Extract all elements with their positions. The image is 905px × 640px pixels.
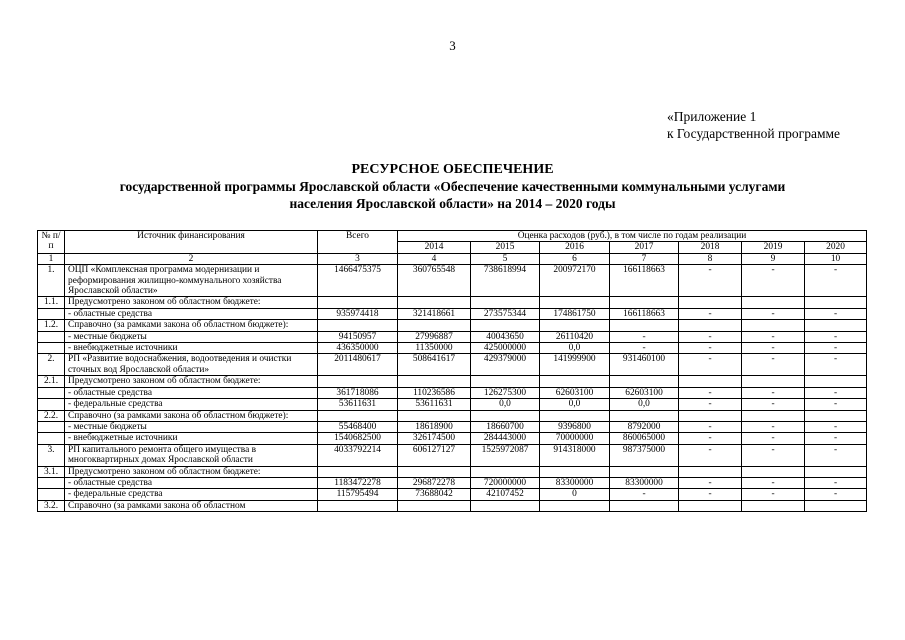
header-total: Всего — [318, 231, 398, 254]
year-2019-cell: - — [742, 387, 805, 398]
row-number-cell — [38, 387, 65, 398]
column-number: 10 — [805, 253, 867, 264]
year-2020-cell: - — [805, 265, 867, 297]
table-row — [38, 297, 867, 308]
total-amount-cell: 53611631 — [318, 399, 398, 410]
year-2014-cell: 296872278 — [398, 477, 471, 488]
year-2018-cell: - — [679, 477, 742, 488]
funding-source-cell: Предусмотрено законом об областном бюджете: — [65, 466, 318, 477]
appendix-reference — [667, 108, 840, 142]
year-2014-cell: 18618900 — [398, 421, 471, 432]
year-2019-cell: - — [742, 489, 805, 500]
funding-source-cell: Предусмотрено законом об областном бюджете: — [65, 376, 318, 387]
total-amount-cell: 115795494 — [318, 489, 398, 500]
year-2019-cell: - — [742, 433, 805, 444]
year-2016-cell: 0,0 — [540, 399, 610, 410]
row-number-cell — [38, 421, 65, 432]
funding-source-cell: Справочно (за рамками закона об областном бюджете): — [65, 410, 318, 421]
column-number: 6 — [540, 253, 610, 264]
year-2020-cell: - — [805, 387, 867, 398]
total-amount-cell: 94150957 — [318, 331, 398, 342]
year-2019-cell: - — [742, 444, 805, 466]
year-2016-cell — [540, 376, 610, 387]
year-2018-cell — [679, 466, 742, 477]
year-2016-cell: 26110420 — [540, 331, 610, 342]
column-number: 8 — [679, 253, 742, 264]
column-number: 5 — [471, 253, 540, 264]
row-number-cell: 3.2. — [38, 500, 65, 511]
title-line-3: населения Ярославской области» на 2014 – 2020 годы — [289, 196, 616, 211]
year-2018-cell — [679, 376, 742, 387]
table-column-number-row — [38, 253, 867, 264]
year-2014-cell: 27996887 — [398, 331, 471, 342]
table-row — [38, 320, 867, 331]
year-2019-cell — [742, 376, 805, 387]
year-2019-cell: - — [742, 343, 805, 354]
total-amount-cell — [318, 320, 398, 331]
year-2020-cell: - — [805, 331, 867, 342]
year-2020-cell — [805, 376, 867, 387]
table-row — [38, 433, 867, 444]
year-2017-cell: 860065000 — [610, 433, 679, 444]
year-2014-cell — [398, 466, 471, 477]
year-2015-cell: 429379000 — [471, 354, 540, 376]
column-number: 1 — [38, 253, 65, 264]
year-2014-cell — [398, 500, 471, 511]
year-2019-cell — [742, 466, 805, 477]
funding-source-cell: - местные бюджеты — [65, 421, 318, 432]
total-amount-cell — [318, 466, 398, 477]
row-number-cell: 3. — [38, 444, 65, 466]
year-2017-cell: 62603100 — [610, 387, 679, 398]
table-row — [38, 387, 867, 398]
year-2014-cell: 53611631 — [398, 399, 471, 410]
table-row — [38, 410, 867, 421]
funding-source-cell: Справочно (за рамками закона об областном — [65, 500, 318, 511]
table-row — [38, 444, 867, 466]
resource-table — [37, 230, 867, 512]
table-row — [38, 308, 867, 319]
row-number-cell: 1. — [38, 265, 65, 297]
header-year: 2014 — [398, 242, 471, 253]
page-number: 3 — [449, 38, 456, 53]
row-number-cell: 2.1. — [38, 376, 65, 387]
row-number-cell — [38, 477, 65, 488]
total-amount-cell: 935974418 — [318, 308, 398, 319]
year-2017-cell: 166118663 — [610, 308, 679, 319]
year-2017-cell: 83300000 — [610, 477, 679, 488]
year-2016-cell: 83300000 — [540, 477, 610, 488]
total-amount-cell: 436350000 — [318, 343, 398, 354]
year-2017-cell — [610, 410, 679, 421]
table-row — [38, 343, 867, 354]
table-row — [38, 500, 867, 511]
year-2016-cell: 9396800 — [540, 421, 610, 432]
year-2016-cell: 0 — [540, 489, 610, 500]
year-2015-cell: 284443000 — [471, 433, 540, 444]
year-2015-cell — [471, 500, 540, 511]
year-2016-cell — [540, 410, 610, 421]
year-2017-cell — [610, 500, 679, 511]
header-year: 2015 — [471, 242, 540, 253]
appendix-line-2: к Государственной программе — [667, 126, 841, 141]
total-amount-cell: 361718086 — [318, 387, 398, 398]
year-2014-cell: 110236586 — [398, 387, 471, 398]
year-2020-cell: - — [805, 343, 867, 354]
year-2016-cell: 914318000 — [540, 444, 610, 466]
year-2017-cell: - — [610, 489, 679, 500]
funding-source-cell: - областные средства — [65, 308, 318, 319]
year-2014-cell — [398, 297, 471, 308]
row-number-cell — [38, 489, 65, 500]
funding-source-cell: - областные средства — [65, 387, 318, 398]
row-number-cell — [38, 433, 65, 444]
funding-source-cell: РП «Развитие водоснабжения, водоотведения и очистки сточных вод Ярославской области» — [65, 354, 318, 376]
total-amount-cell — [318, 500, 398, 511]
year-2020-cell: - — [805, 477, 867, 488]
year-2015-cell: 425000000 — [471, 343, 540, 354]
column-number: 9 — [742, 253, 805, 264]
year-2015-cell: 126275300 — [471, 387, 540, 398]
year-2018-cell: - — [679, 343, 742, 354]
year-2020-cell — [805, 320, 867, 331]
year-2014-cell: 321418661 — [398, 308, 471, 319]
year-2018-cell: - — [679, 421, 742, 432]
funding-source-cell: Справочно (за рамками закона об областном бюджете): — [65, 320, 318, 331]
year-2018-cell — [679, 320, 742, 331]
column-number: 4 — [398, 253, 471, 264]
year-2018-cell: - — [679, 308, 742, 319]
year-2017-cell: - — [610, 343, 679, 354]
year-2014-cell: 508641617 — [398, 354, 471, 376]
table-row — [38, 354, 867, 376]
appendix-line-1: «Приложение 1 — [667, 109, 757, 124]
year-2020-cell: - — [805, 354, 867, 376]
year-2017-cell: 166118663 — [610, 265, 679, 297]
table-row — [38, 376, 867, 387]
year-2019-cell: - — [742, 399, 805, 410]
year-2014-cell: 326174500 — [398, 433, 471, 444]
row-number-cell: 3.1. — [38, 466, 65, 477]
table-row — [38, 477, 867, 488]
year-2016-cell: 174861750 — [540, 308, 610, 319]
year-2017-cell: 931460100 — [610, 354, 679, 376]
row-number-cell — [38, 331, 65, 342]
year-2016-cell — [540, 500, 610, 511]
year-2017-cell — [610, 297, 679, 308]
year-2018-cell: - — [679, 354, 742, 376]
year-2015-cell: 273575344 — [471, 308, 540, 319]
header-year: 2020 — [805, 242, 867, 253]
funding-source-cell: РП капитального ремонта общего имущества в многоквартирных домах Ярославской области — [65, 444, 318, 466]
funding-source-cell: - внебюджетные источники — [65, 433, 318, 444]
header-year: 2016 — [540, 242, 610, 253]
year-2017-cell: 0,0 — [610, 399, 679, 410]
header-year: 2017 — [610, 242, 679, 253]
table-row — [38, 466, 867, 477]
year-2016-cell — [540, 466, 610, 477]
year-2016-cell: 0,0 — [540, 343, 610, 354]
year-2015-cell: 738618994 — [471, 265, 540, 297]
year-2020-cell: - — [805, 308, 867, 319]
year-2020-cell: - — [805, 444, 867, 466]
year-2019-cell: - — [742, 308, 805, 319]
year-2015-cell: 42107452 — [471, 489, 540, 500]
year-2020-cell: - — [805, 489, 867, 500]
total-amount-cell: 1183472278 — [318, 477, 398, 488]
title-line-1: РЕСУРСНОЕ ОБЕСПЕЧЕНИЕ — [351, 162, 554, 177]
total-amount-cell — [318, 410, 398, 421]
year-2016-cell: 141999900 — [540, 354, 610, 376]
year-2015-cell — [471, 320, 540, 331]
total-amount-cell — [318, 297, 398, 308]
year-2018-cell — [679, 297, 742, 308]
column-number: 2 — [65, 253, 318, 264]
year-2018-cell: - — [679, 265, 742, 297]
year-2018-cell: - — [679, 387, 742, 398]
total-amount-cell — [318, 376, 398, 387]
year-2018-cell: - — [679, 433, 742, 444]
year-2020-cell — [805, 410, 867, 421]
year-2014-cell: 606127127 — [398, 444, 471, 466]
header-source: Источник финансирования — [65, 231, 318, 254]
year-2017-cell: 987375000 — [610, 444, 679, 466]
column-number: 7 — [610, 253, 679, 264]
header-year: 2018 — [679, 242, 742, 253]
total-amount-cell: 55468400 — [318, 421, 398, 432]
year-2020-cell — [805, 466, 867, 477]
table-row — [38, 399, 867, 410]
year-2017-cell — [610, 466, 679, 477]
year-2016-cell: 70000000 — [540, 433, 610, 444]
header-num: № п/п — [38, 231, 65, 254]
year-2014-cell: 11350000 — [398, 343, 471, 354]
row-number-cell — [38, 399, 65, 410]
year-2017-cell: 8792000 — [610, 421, 679, 432]
year-2020-cell: - — [805, 399, 867, 410]
year-2017-cell — [610, 376, 679, 387]
year-2018-cell: - — [679, 399, 742, 410]
header-year: 2019 — [742, 242, 805, 253]
year-2016-cell: 200972170 — [540, 265, 610, 297]
row-number-cell — [38, 308, 65, 319]
funding-source-cell: - федеральные средства — [65, 399, 318, 410]
year-2014-cell: 73688042 — [398, 489, 471, 500]
funding-source-cell: ОЦП «Комплексная программа модернизации и реформирования жилищно-коммунального хозяйства Ярославской области» — [65, 265, 318, 297]
year-2020-cell — [805, 500, 867, 511]
year-2014-cell: 360765548 — [398, 265, 471, 297]
year-2015-cell — [471, 410, 540, 421]
row-number-cell: 2.2. — [38, 410, 65, 421]
table-row — [38, 489, 867, 500]
year-2019-cell: - — [742, 265, 805, 297]
year-2015-cell: 1525972087 — [471, 444, 540, 466]
year-2019-cell — [742, 500, 805, 511]
table-row — [38, 331, 867, 342]
table-row — [38, 421, 867, 432]
year-2016-cell — [540, 297, 610, 308]
year-2015-cell: 720000000 — [471, 477, 540, 488]
year-2014-cell — [398, 320, 471, 331]
year-2020-cell: - — [805, 433, 867, 444]
year-2019-cell — [742, 320, 805, 331]
funding-source-cell: - федеральные средства — [65, 489, 318, 500]
year-2015-cell: 0,0 — [471, 399, 540, 410]
year-2019-cell — [742, 297, 805, 308]
year-2016-cell — [540, 320, 610, 331]
year-2019-cell: - — [742, 477, 805, 488]
row-number-cell: 2. — [38, 354, 65, 376]
year-2015-cell — [471, 466, 540, 477]
year-2017-cell: - — [610, 331, 679, 342]
title-line-2: государственной программы Ярославской области «Обеспечение качественными коммунальными услугами — [119, 179, 786, 194]
year-2019-cell — [742, 410, 805, 421]
funding-source-cell: Предусмотрено законом об областном бюджете: — [65, 297, 318, 308]
funding-source-cell: - областные средства — [65, 477, 318, 488]
year-2015-cell — [471, 376, 540, 387]
year-2014-cell — [398, 376, 471, 387]
year-2016-cell: 62603100 — [540, 387, 610, 398]
year-2018-cell: - — [679, 444, 742, 466]
year-2015-cell: 18660700 — [471, 421, 540, 432]
year-2017-cell — [610, 320, 679, 331]
row-number-cell: 1.1. — [38, 297, 65, 308]
year-2019-cell: - — [742, 354, 805, 376]
year-2019-cell: - — [742, 421, 805, 432]
year-2015-cell — [471, 297, 540, 308]
year-2019-cell: - — [742, 331, 805, 342]
funding-source-cell: - местные бюджеты — [65, 331, 318, 342]
table-row — [38, 265, 867, 297]
year-2018-cell — [679, 500, 742, 511]
year-2020-cell — [805, 297, 867, 308]
column-number: 3 — [318, 253, 398, 264]
year-2020-cell: - — [805, 421, 867, 432]
row-number-cell: 1.2. — [38, 320, 65, 331]
total-amount-cell: 1540682500 — [318, 433, 398, 444]
total-amount-cell: 4033792214 — [318, 444, 398, 466]
row-number-cell — [38, 343, 65, 354]
year-2018-cell — [679, 410, 742, 421]
table-header-row — [38, 231, 867, 242]
year-2018-cell: - — [679, 489, 742, 500]
document-title — [0, 161, 905, 212]
total-amount-cell: 2011480617 — [318, 354, 398, 376]
header-estimate: Оценка расходов (руб.), в том числе по годам реализации — [398, 231, 867, 242]
year-2018-cell: - — [679, 331, 742, 342]
year-2015-cell: 40043650 — [471, 331, 540, 342]
total-amount-cell: 1466475375 — [318, 265, 398, 297]
funding-source-cell: - внебюджетные источники — [65, 343, 318, 354]
year-2014-cell — [398, 410, 471, 421]
